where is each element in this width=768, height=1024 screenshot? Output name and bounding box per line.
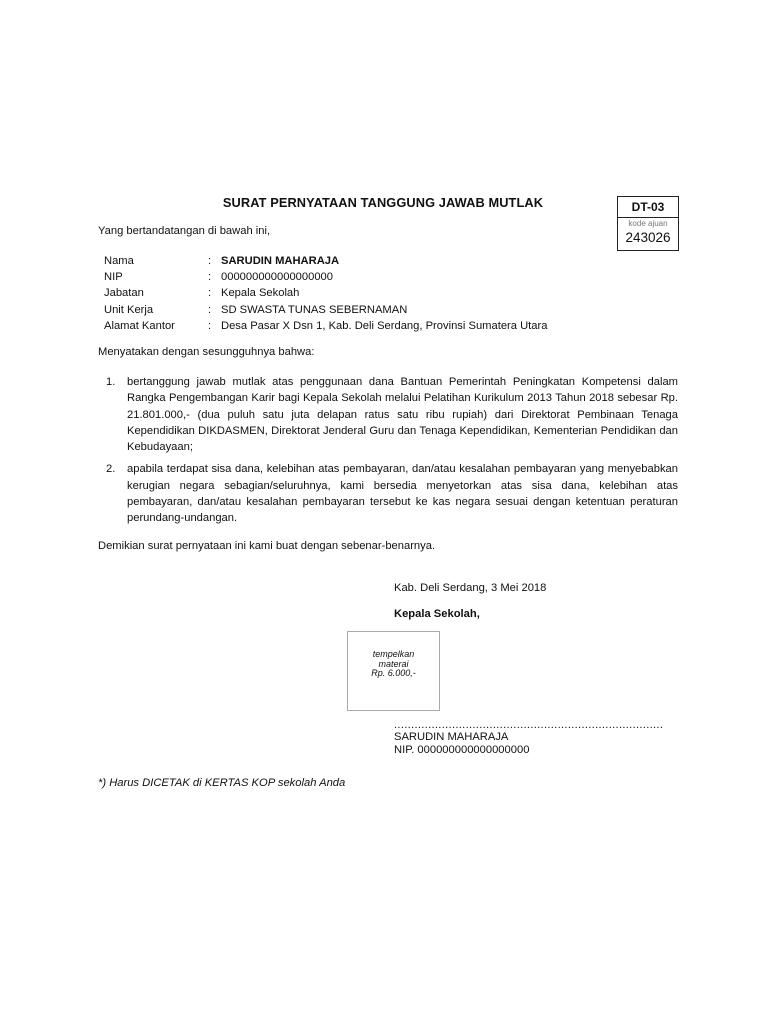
statement-intro: Menyatakan dengan sesungguhnya bahwa: xyxy=(98,346,315,358)
field-value: SARUDIN MAHARAJA xyxy=(221,255,340,267)
field-colon: : xyxy=(208,319,212,332)
statement-number: 1. xyxy=(106,376,116,388)
signature-nip: NIP. 000000000000000000 xyxy=(394,744,530,756)
code-box-label: kode ajuan xyxy=(628,219,668,228)
code-box xyxy=(617,196,679,251)
statement-number: 2. xyxy=(106,463,116,476)
field-row-unit-kerja xyxy=(104,302,547,318)
intro-text: Yang bertandatangan di bawah ini, xyxy=(98,225,271,237)
field-value: Kepala Sekolah xyxy=(221,287,300,300)
statement-item xyxy=(98,374,678,455)
field-colon: : xyxy=(208,303,212,316)
signature-name: SARUDIN MAHARAJA xyxy=(394,731,509,743)
code-box-header: DT-03 xyxy=(618,197,678,218)
signature-dots: ............................................................................... xyxy=(394,719,664,731)
field-value: 000000000000000000 xyxy=(221,271,333,284)
field-label: Nama xyxy=(104,255,134,267)
statement-text: apabila terdapat sisa dana, kelebihan atas pembayaran, dan/atau kesalahan pembayaran yang menyebabkan kerugian negara sebagian/seluruhnya, kami bersedia menyetorkan atas sisa dana, kelebihan atas pembayaran, dan/atau kesalahan pembayaran tersebut ke kas negara sesuai dengan ketentuan peraturan perundang-undangan. xyxy=(127,463,678,525)
code-box-number: 243026 xyxy=(625,230,671,245)
field-label: Alamat Kantor xyxy=(104,319,175,332)
statement-list xyxy=(98,374,678,533)
signature-title: Kepala Sekolah, xyxy=(394,608,480,620)
field-label: Jabatan xyxy=(104,287,144,300)
field-value: Desa Pasar X Dsn 1, Kab. Deli Serdang, Provinsi Sumatera Utara xyxy=(221,319,548,332)
statement-item xyxy=(98,461,678,526)
document-title: SURAT PERNYATAAN TANGGUNG JAWAB MUTLAK xyxy=(222,195,544,210)
field-row-jabatan xyxy=(104,285,547,301)
field-value: SD SWASTA TUNAS SEBERNAMAN xyxy=(221,303,408,316)
stamp-text xyxy=(348,650,439,679)
field-label: Unit Kerja xyxy=(104,303,154,316)
stamp-box xyxy=(347,631,440,711)
stamp-line: materai xyxy=(378,658,409,669)
footnote: *) Harus DICETAK di KERTAS KOP sekolah Anda xyxy=(98,777,346,789)
field-row-alamat-kantor xyxy=(104,318,547,334)
closing-text: Demikian surat pernyataan ini kami buat dengan sebenar-benarnya. xyxy=(98,540,436,552)
identity-table xyxy=(104,253,547,334)
field-colon: : xyxy=(208,271,212,284)
field-row-nip xyxy=(104,269,547,285)
stamp-line: tempelkan xyxy=(372,649,415,659)
field-colon: : xyxy=(208,287,212,300)
field-label: NIP xyxy=(104,271,123,284)
statement-text: bertanggung jawab mutlak atas penggunaan dana Bantuan Pemerintah Peningkatan Kompetensi dalam Rangka Pengembangan Karir bagi Kepala Sekolah melalui Pelatihan Kurikulum 2013 Tahun 2018 sebesar Rp. 21.801.000,- (dua puluh satu juta delapan ratus satu ribu rupiah) dari Direktorat Pembinaan Tenaga Kependidikan DIKDASMEN, Direktorat Jenderal Guru dan Tenaga Kependidikan, Kementerian Pendidikan dan Kebudayaan; xyxy=(127,376,678,454)
field-row-name xyxy=(104,253,547,269)
field-colon: : xyxy=(208,255,212,267)
stamp-line: Rp. 6.000,- xyxy=(371,668,416,678)
signature-place-date: Kab. Deli Serdang, 3 Mei 2018 xyxy=(394,582,547,594)
